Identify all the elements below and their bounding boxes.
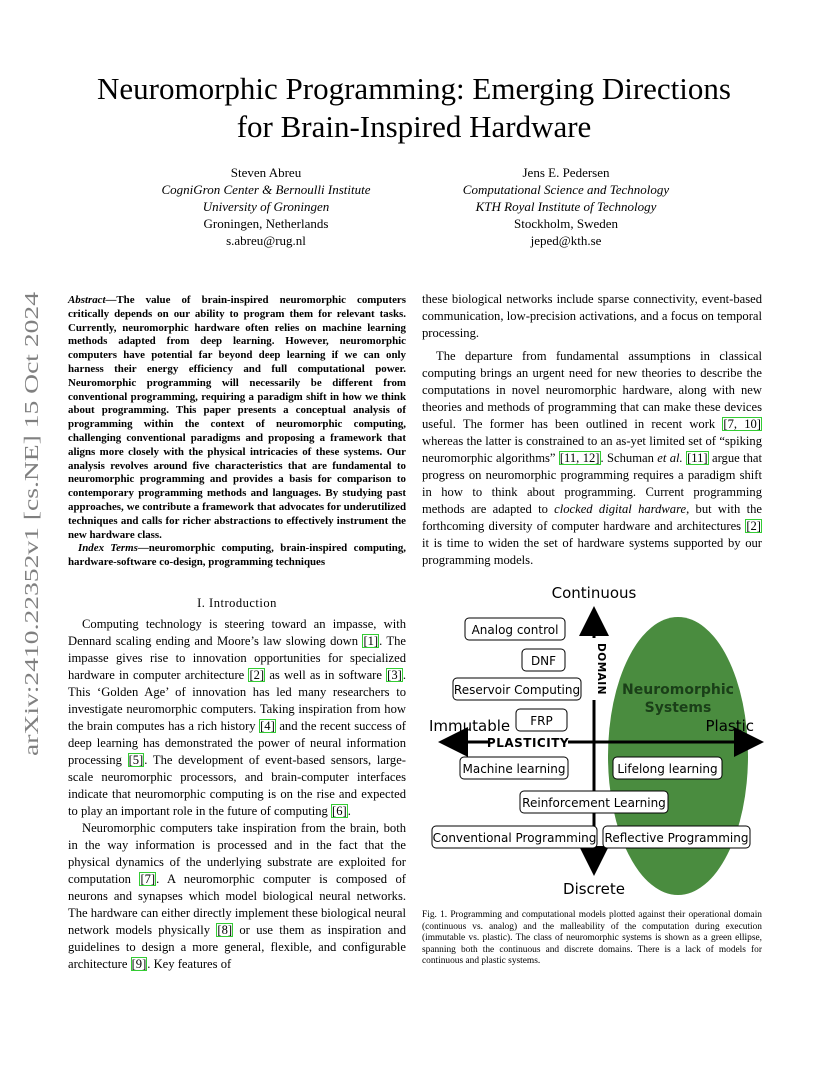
discrete-label: Discrete: [563, 880, 625, 898]
ellipse-label: Neuromorphic: [622, 682, 734, 698]
author-affiliation: Computational Science and Technology: [462, 182, 670, 197]
continuous-label: Continuous: [551, 584, 637, 602]
author-email[interactable]: jeped@kth.se: [530, 233, 602, 248]
box-machine-learning: Machine learning: [462, 762, 566, 776]
box-conventional-programming: Conventional Programming: [432, 831, 597, 845]
citation-link[interactable]: [5]: [128, 753, 144, 767]
index-terms-label: Index Terms: [78, 542, 138, 555]
ellipse-label: Systems: [644, 700, 712, 716]
abstract: [68, 294, 406, 570]
arxiv-stamp-text: arXiv:2410.22352v1 [cs.NE] 15 Oct 2024: [21, 410, 43, 756]
citation-link[interactable]: [2]: [249, 668, 265, 682]
section-heading: I. Introduction: [197, 596, 277, 610]
citation-link[interactable]: [1]: [363, 634, 379, 648]
citation-link[interactable]: [2]: [746, 519, 761, 533]
paragraph: Neuromorphic computers take inspiration from the brain, both in the way information is processed and in the fact that the physical dynamics of the underlying substrate are exploited for computation [7]. A neuromorphic computer is composed of neurons and synapses which model biological neural networks. The hardware can either directly implement these biological neural network models physically [8] or use them as inspiration and guidelines to design a more general, flexible, and configurable architecture [9]. Key features of: [68, 821, 406, 971]
title-line-2: for Brain-Inspired Hardware: [236, 109, 592, 144]
author-name: Jens E. Pedersen: [522, 165, 610, 180]
right-column-text: [422, 291, 762, 569]
paragraph: these biological networks include sparse connectivity, event-based communication, low-precision activations, and a focus on temporal processing.: [422, 292, 762, 340]
index-terms-text: —neuromorphic computing, brain-inspired computing, hardware-software co-design, programming techniques: [68, 542, 406, 569]
box-reflective-programming: Reflective Programming: [604, 831, 749, 845]
box-analog-control: Analog control: [471, 623, 559, 637]
author-block-2: [416, 164, 716, 249]
immutable-label: Immutable: [429, 717, 511, 735]
arxiv-stamp[interactable]: [14, 290, 44, 760]
box-dnf: DNF: [530, 654, 557, 668]
index-terms: [68, 542, 406, 570]
citation-link[interactable]: [3]: [387, 668, 402, 682]
paragraph: Computing technology is steering toward an impasse, with Dennard scaling ending and Moore’s law slowing down [1]. The impasse gives rise to innovation opportunities for specialized hardware in computer architecture [2] as well as in software [3]. This ‘Golden Age’ of innovation has led many researchers to investigate neuromorphic computers. Taking inspiration from how the brain computes has a rich history [4] and the recent success of deep learning has demonstrated the power of neural information processing [5]. The development of event-based sensors, large-scale neuromorphic processors, and brain-computer interfaces indicate that neuromorphic computing is on the rise and expected to play an important role in the future of computing [6].: [68, 617, 406, 818]
box-frp: FRP: [530, 714, 553, 728]
neuromorphic-ellipse: [608, 617, 748, 895]
figure-1: [420, 578, 764, 904]
author-email[interactable]: s.abreu@rug.nl: [226, 233, 306, 248]
box-reinforcement-learning: Reinforcement Learning: [522, 796, 666, 810]
abstract-text: —The value of brain-inspired neuromorphic computers critically depends on our ability to program them for relevant tasks. Currently, neuromorphic hardware often relies on machine learning methods adapted from deep learning. However, neuromorphic computers have potential far beyond deep learning if we can only harness their energy efficiency and full computational power. Neuromorphic programming will necessarily be different from conventional programming, requiring a paradigm shift in how we think about programming. This paper presents a conceptual analysis of programming within the context of neuromorphic computing, challenging conventional paradigms and proposing a framework that aligns more closely with the physical intricacies of these systems. Our analysis revolves around five characteristics that are fundamental to neuromorphic programming and provides a basis for comparison to contemporary programming methods and languages. By studying past approaches, we contribute a framework that advocates for underutilized techniques and calls for richer abstractions to effectively instrument the new hardware class.: [68, 294, 406, 541]
box-lifelong-learning: Lifelong learning: [617, 762, 718, 776]
author-affiliation: CogniGron Center & Bernoulli Institute: [161, 182, 371, 197]
domain-axis-label: DOMAIN: [595, 643, 607, 695]
author-name: Steven Abreu: [230, 165, 302, 180]
title-line-1: Neuromorphic Programming: Emerging Directions: [97, 71, 731, 106]
author-location: Groningen, Netherlands: [203, 216, 329, 231]
author-affiliation: KTH Royal Institute of Technology: [475, 199, 657, 214]
citation-link[interactable]: [8]: [217, 923, 233, 937]
author-location: Stockholm, Sweden: [514, 216, 618, 231]
citation-link[interactable]: [11, 12]: [559, 451, 600, 465]
plasticity-axis-label: PLASTICITY: [486, 736, 570, 750]
citation-link[interactable]: [7, 10]: [723, 417, 761, 431]
citation-link[interactable]: [7]: [140, 872, 156, 886]
paper-title: [0, 70, 828, 146]
citation-link[interactable]: [9]: [131, 957, 147, 971]
citation-link[interactable]: [11]: [687, 451, 708, 465]
intro-text: [68, 616, 406, 973]
paragraph: The departure from fundamental assumptions in classical computing brings an urgent need for new theories to describe the computations in novel neuromorphic hardware, along with new theories and methods of programming that can make these devices useful. The former has been outlined in recent work [7, 10] whereas the latter is constrained to an as-yet limited set of “spiking neuromorphic algorithms” [11, 12]. Schuman et al. [11] argue that progress on neuromorphic programming requires a paradigm shift in how to think about programming. Current programming methods are adapted to clocked digital hardware, but with the forthcoming diversity of computer hardware and architectures [2] it is time to widen the set of hardware systems supported by our programming models.: [422, 349, 762, 567]
citation-link[interactable]: [4]: [260, 719, 275, 733]
plastic-label: Plastic: [705, 717, 754, 735]
abstract-label: Abstract: [68, 294, 106, 306]
citation-link[interactable]: [6]: [332, 804, 347, 818]
figure-caption: Fig. 1. Programming and computational models plotted against their operational domain (continuous vs. analog) and the malleability of the computation during execution (immutable vs. plastic). The class of neuromorphic systems is shown as a green ellipse, spanning both the continuous and discrete domains. There is a lack of models for continuous and plastic systems.: [422, 910, 762, 967]
author-affiliation: University of Groningen: [202, 199, 330, 214]
author-block-1: [116, 164, 416, 249]
box-reservoir-computing: Reservoir Computing: [453, 683, 581, 697]
